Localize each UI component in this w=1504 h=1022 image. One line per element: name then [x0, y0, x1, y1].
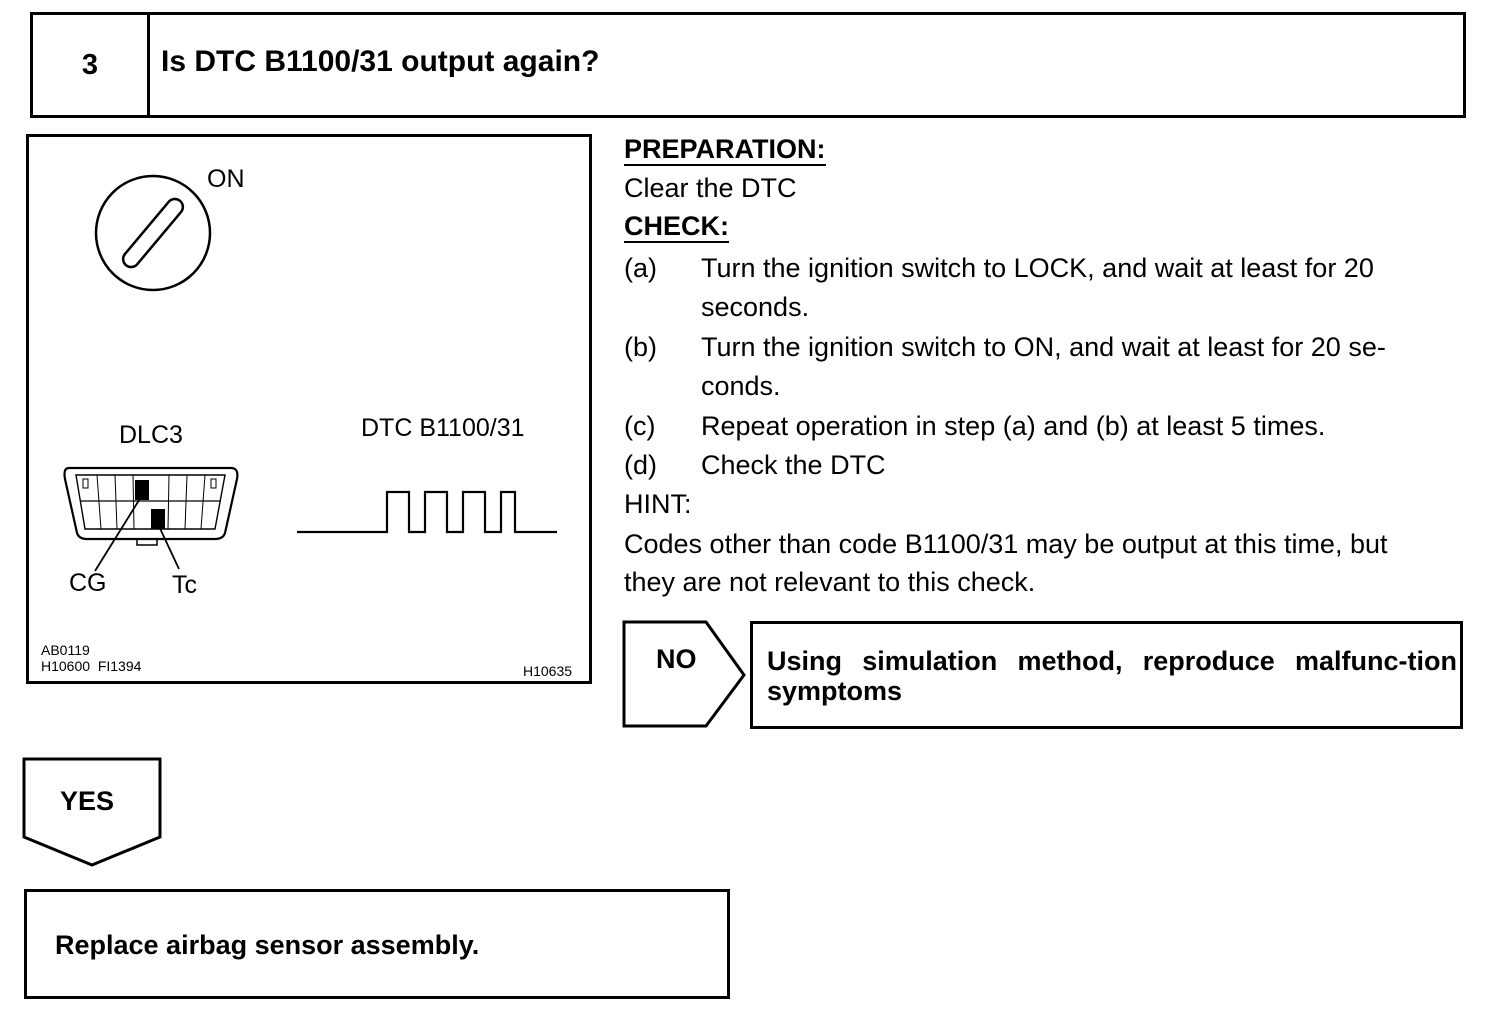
hint-heading: HINT: — [624, 489, 692, 519]
yes-result-box — [24, 889, 730, 999]
preparation-heading: PREPARATION: — [624, 134, 826, 164]
illustration-panel — [26, 134, 592, 684]
check-step-label: (d) — [624, 450, 657, 480]
preparation-text: Clear the DTC — [624, 173, 797, 203]
check-step-text: Repeat operation in step (a) and (b) at least 5 times. — [701, 411, 1326, 441]
dtc-pulse-waveform — [297, 492, 557, 532]
no-result-box — [750, 621, 1463, 729]
dlc3-label: DLC3 — [119, 421, 183, 449]
check-step-text: conds. — [701, 371, 781, 401]
yes-result-text: Replace airbag sensor assembly. — [55, 930, 480, 960]
check-heading: CHECK: — [624, 211, 729, 241]
check-step-text: Check the DTC — [701, 450, 886, 480]
step-header — [30, 12, 1466, 118]
ref-code: AB0119 — [41, 642, 90, 658]
hint-text: they are not relevant to this check. — [624, 567, 1036, 597]
ref-code-right: H10635 — [523, 663, 573, 679]
no-result-text: Using simulation method, reproduce malfunc-tion symptoms — [767, 646, 1457, 706]
ref-code: H10600 FI1394 — [41, 658, 142, 674]
cg-terminal-label: CG — [69, 569, 107, 597]
check-step-label: (b) — [624, 332, 657, 362]
no-arrow-icon — [622, 620, 748, 730]
yes-label: YES — [60, 786, 115, 816]
no-label: NO — [656, 644, 697, 674]
signal-label: DTC B1100/31 — [361, 414, 525, 442]
hint-text: Codes other than code B1100/31 may be output at this time, but — [624, 529, 1388, 559]
check-step-label: (a) — [624, 253, 657, 283]
check-step-text: Turn the ignition switch to ON, and wait at least for 20 se- — [701, 332, 1386, 362]
check-step-label: (c) — [624, 411, 656, 441]
step-number: 3 — [33, 15, 150, 115]
dlc3-connector-icon — [65, 468, 238, 571]
check-step-text: Turn the ignition switch to LOCK, and wait at least for 20 — [701, 253, 1374, 283]
ignition-switch-icon — [96, 176, 210, 290]
check-step-text: seconds. — [701, 292, 810, 322]
diagram-drawing — [29, 137, 589, 681]
switch-on-label: ON — [207, 165, 245, 193]
step-question: Is DTC B1100/31 output again? — [161, 45, 600, 78]
tc-terminal-label: Tc — [172, 571, 197, 599]
